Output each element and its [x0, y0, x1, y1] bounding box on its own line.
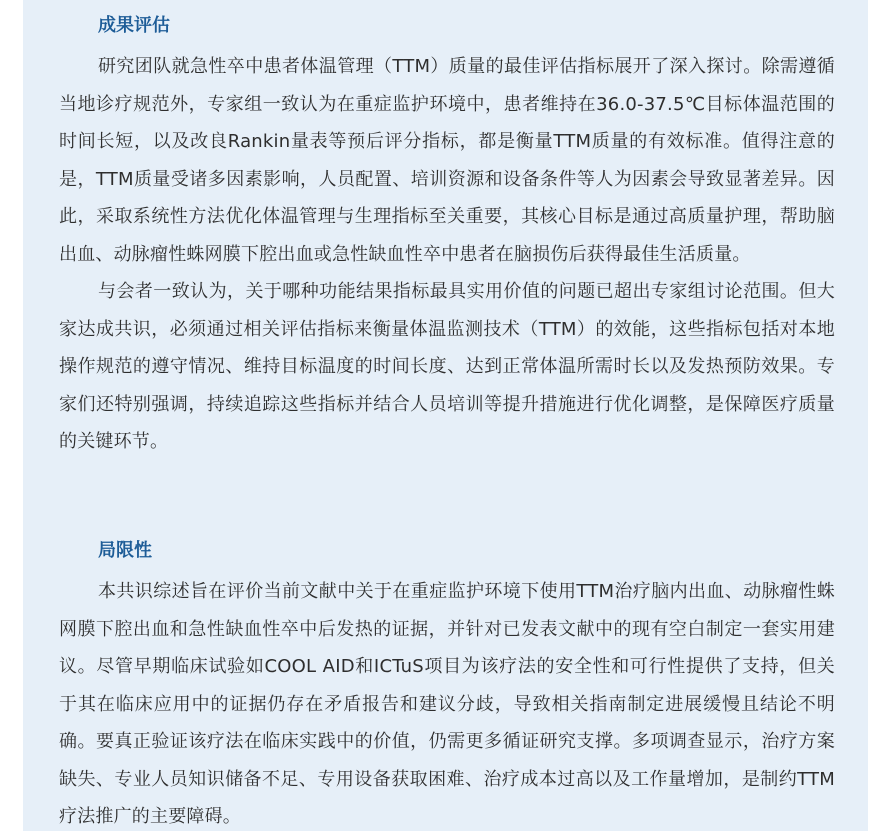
paragraph: 本共识综述旨在评价当前文献中关于在重症监护环境下使用TTM治疗脑内出血、动脉瘤性蛛网膜下腔出血和急性缺血性卒中后发热的证据，并针对已发表文献中的现有空白制定一套实用建议。尽管早期临床试验如COOL AID和ICTuS项目为该疗法的安全性和可行性提供了支持，但关于其在临床应用中的证据仍存在矛盾报告和建议分歧，导致相关指南制定进展缓慢且结论不明确。要真正验证该疗法在临床实践中的价值，仍需更多循证研究支撑。多项调查显示，治疗方案缺失、专业人员知识储备不足、专用设备获取困难、治疗成本过高以及工作量增加，是制约TTM疗法推广的主要障碍。	[59, 581, 835, 827]
paragraph: 研究团队就急性卒中患者体温管理（TTM）质量的最佳评估指标展开了深入探讨。除需遵循当地诊疗规范外，专家组一致认为在重症监护环境中，患者维持在36.0-37.5℃目标体温范围的时间长短，以及改良Rankin量表等预后评分指标，都是衡量TTM质量的有效标准。值得注意的是，TTM质量受诸多因素影响，人员配置、培训资源和设备条件等人为因素会导致显著差异。因此，采取系统性方法优化体温管理与生理指标至关重要，其核心目标是通过高质量护理，帮助脑出血、动脉瘤性蛛网膜下腔出血或急性缺血性卒中患者在脑损伤后获得最佳生活质量。	[59, 56, 835, 265]
section-limitations	[59, 537, 835, 831]
section-outcome-assessment	[59, 12, 835, 461]
article-card	[23, 0, 868, 831]
paragraph: 与会者一致认为，关于哪种功能结果指标最具实用价值的问题已超出专家组讨论范围。但大家达成共识，必须通过相关评估指标来衡量体温监测技术（TTM）的效能，这些指标包括对本地操作规范的遵守情况、维持目标温度的时间长度、达到正常体温所需时长以及发热预防效果。专家们还特别强调，持续追踪这些指标并结合人员培训等提升措施进行优化调整，是保障医疗质量的关键环节。	[59, 281, 835, 452]
section-heading: 局限性	[98, 540, 152, 561]
section-heading: 成果评估	[98, 15, 170, 36]
